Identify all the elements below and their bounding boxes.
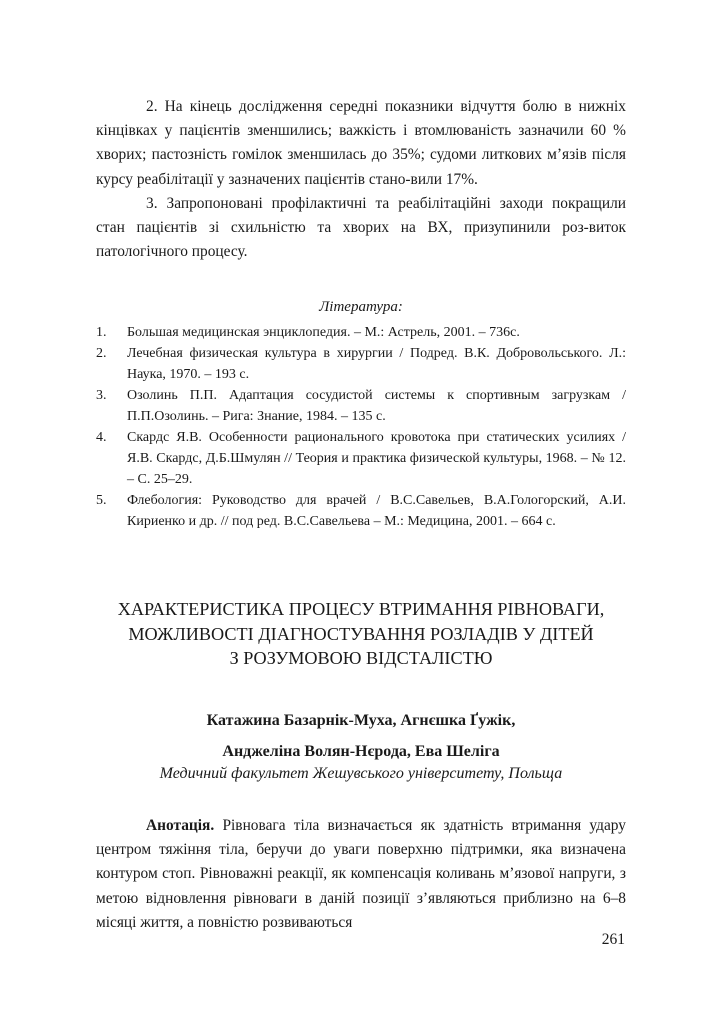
reference-text: Большая медицинская энциклопедия. – М.: Астрель, 2001. – 736с. bbox=[127, 325, 520, 340]
reference-list bbox=[96, 322, 626, 532]
article-title-line: ХАРАКТЕРИСТИКА ПРОЦЕСУ ВТРИМАННЯ РІВНОВАГИ, bbox=[117, 599, 605, 619]
reference-item bbox=[96, 490, 626, 532]
reference-text: Лечебная физическая культура в хирургии / Подред. В.К. Добровольського. Л.: Наука, 1970. – 193 с. bbox=[127, 346, 626, 382]
article-title bbox=[96, 597, 626, 671]
article-authors bbox=[96, 705, 626, 767]
page-number: 261 bbox=[601, 931, 625, 948]
conclusion-item-3: 3. Запропоновані профілактичні та реабілітаційні заходи покращили стан пацієнтів зі схильністю та хворих на ВХ, призупинили роз-виток патологічного процесу. bbox=[96, 194, 626, 261]
reference-item bbox=[96, 385, 626, 427]
reference-text: Флебология: Руководство для врачей / В.С.Савельев, В.А.Гологорский, А.И. Кириенко и др. // под ред. В.С.Савельева – М.: Медицина, 2001. – 664 с. bbox=[127, 493, 626, 529]
reference-item bbox=[96, 427, 626, 490]
reference-number: 3. bbox=[96, 388, 107, 403]
reference-number: 5. bbox=[96, 493, 107, 508]
authors-line: Анджеліна Волян-Нєрода, Ева Шеліга bbox=[222, 743, 500, 760]
abstract-label: Анотація. bbox=[146, 817, 215, 834]
article-affiliation: Медичний факультет Жешувського університету, Польща bbox=[159, 765, 563, 782]
literature-heading: Література: bbox=[319, 299, 403, 315]
abstract-text: Рівновага тіла визначається як здатність втримання удару центром тяжіння тіла, беручи до уваги поверхню підтримки, яка визначена контуром стоп. Рівноважні реакції, як компенсація коливань м’язової напруги, з метою відновлення рівноваги в даній позиції з’являються приблизно на 6–8 місяці життя, а повністю розвиваються bbox=[96, 817, 626, 931]
conclusion-item-2: 2. На кінець дослідження середні показники відчуття болю в нижніх кінцівках у пацієнтів зменшились; важкість і втомлюваність зазначили 60 % хворих; пастозність гомілок зменшилась до 35%; судоми литкових м’язів після курсу реабілітації у зазначених пацієнтів стано-вили 17%. bbox=[96, 98, 626, 188]
article-title-line: МОЖЛИВОСТІ ДІАГНОСТУВАННЯ РОЗЛАДІВ У ДІТЕЙ bbox=[128, 623, 594, 644]
reference-number: 4. bbox=[96, 430, 107, 445]
conclusions-section bbox=[96, 95, 626, 264]
abstract-section bbox=[96, 814, 626, 935]
reference-item bbox=[96, 343, 626, 385]
article-title-line: З РОЗУМОВОЮ ВІДСТАЛІСТЮ bbox=[229, 648, 493, 668]
reference-item bbox=[96, 322, 626, 343]
authors-line: Катажина Базарнік-Муха, Агнєшка Ґужік, bbox=[206, 712, 516, 729]
reference-text: Скардс Я.В. Особенности рационального кровотока при статических усилиях / Я.В. Скардс, Д.Б.Шмулян // Теория и практика физической культуры, 1968. – № 12. – С. 25–29. bbox=[127, 430, 626, 487]
abstract-paragraph bbox=[96, 814, 626, 935]
reference-number: 1. bbox=[96, 325, 107, 340]
reference-text: Озолинь П.П. Адаптация сосудистой системы к спортивным загрузкам / П.П.Озолинь. – Рига: Знание, 1984. – 135 с. bbox=[127, 388, 626, 424]
reference-number: 2. bbox=[96, 346, 107, 361]
